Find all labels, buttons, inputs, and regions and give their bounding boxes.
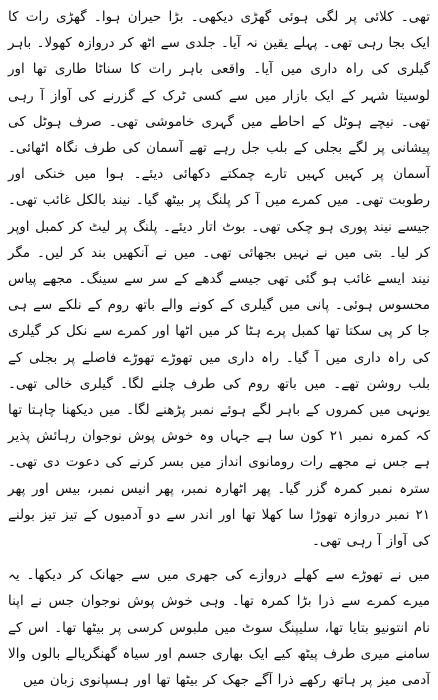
urdu-text-block: [8, 4, 430, 693]
paragraph-2: میں نے تھوڑے سے کھلے دروازے کی جھری میں سے جھانک کر دیکھا۔ یہ میرے کمرے سے ذرا بڑا کمرہ تھا۔ وہی خوش پوش نوجوان جس نے اپنا نام انتونیو بتایا تھا، سلیپنگ سوٹ میں ملبوس کرسی پر بیٹھا تھا۔ اس کے سامنے میری طرف پیٹھ کیے ایک بھاری جسم اور سیاہ گھنگریالے بالوں والا آدمی میز پر ہاتھ رکھے ذرا آگے جھک کر بیٹھا تھا اور ہسپانوی زبان میں: [8, 567, 430, 689]
paragraph-1: تھی۔ کلائی پر لگی ہوئی گھڑی دیکھی۔ بڑا حیران ہوا۔ گھڑی رات کا ایک بجا رہی تھی۔ پہلے یقین نہ آیا۔ جلدی سے اٹھ کر دروازہ کھولا۔ باہر گیلری کی راہ داری میں آیا۔ واقعی باہر رات کا سناٹا طاری تھا اور لوسیتا شہر کے ایک بازار میں سے کسی ٹرک کے گزرنے کی آواز آ رہی تھی۔ نیچے ہوٹل کے احاطے میں گہری خاموشی تھی۔ صرف ہوٹل کی پیشانی پر لگے بجلی کے بلب جل رہے تھے آسمان کی طرف نگاہ اٹھائی۔ آسمان پر کہیں کہیں تارے چمکتے دکھائی دیئے۔ ہوا میں خنکی اور رطوبت تھی۔ میں کمرے میں آ کر پلنگ پر بیٹھ گیا۔ نیند بالکل غائب تھی۔ جیسے نیند پوری ہو چکی تھی۔ بوٹ اتار دیئے۔ پلنگ پر لیٹ کر کمبل اوپر کر لیا۔ بتی میں نے نہیں بجھائی تھی۔ میں نے آنکھیں بند کر لیں۔ مگر نیند ایسے غائب ہو گئی تھی جیسے گدھے کے سر سے سینگ۔ مجھے پیاس محسوس ہوئی۔ پانی میں گیلری کے کونے والے باتھ روم کے نلکے سے ہی جا کر پی سکتا تھا کمبل پرے ہٹا کر میں اٹھا اور کمرے سے نکل کر گیلری کی راہ داری میں آ گیا۔ راہ داری میں تھوڑے تھوڑے فاصلے پر بجلی کے بلب روشن تھے۔ میں باتھ روم کی طرف چلنے لگا۔ گیلری خالی تھی۔ یونہی میں کمروں کے باہر لگے ہوئے نمبر پڑھنے لگا۔ میں دیکھنا چاہتا تھا کہ کمرہ نمبر ۲۱ کون سا ہے جہاں وہ خوش پوش نوجوان رہائش پذیر ہے جس نے مجھے رات رومانوی انداز میں بسر کرنے کی دعوت دی تھی۔ سترہ نمبر کمرہ گزر گیا۔ پھر اٹھارہ نمبر، پھر انیس نمبر، بیس اور پھر ۲۱ نمبر دروازہ تھوڑا سا کھلا تھا اور اندر سے دو آدمیوں کے تیز تیز بولنے کی آواز آ رہی تھی۔: [8, 9, 430, 550]
